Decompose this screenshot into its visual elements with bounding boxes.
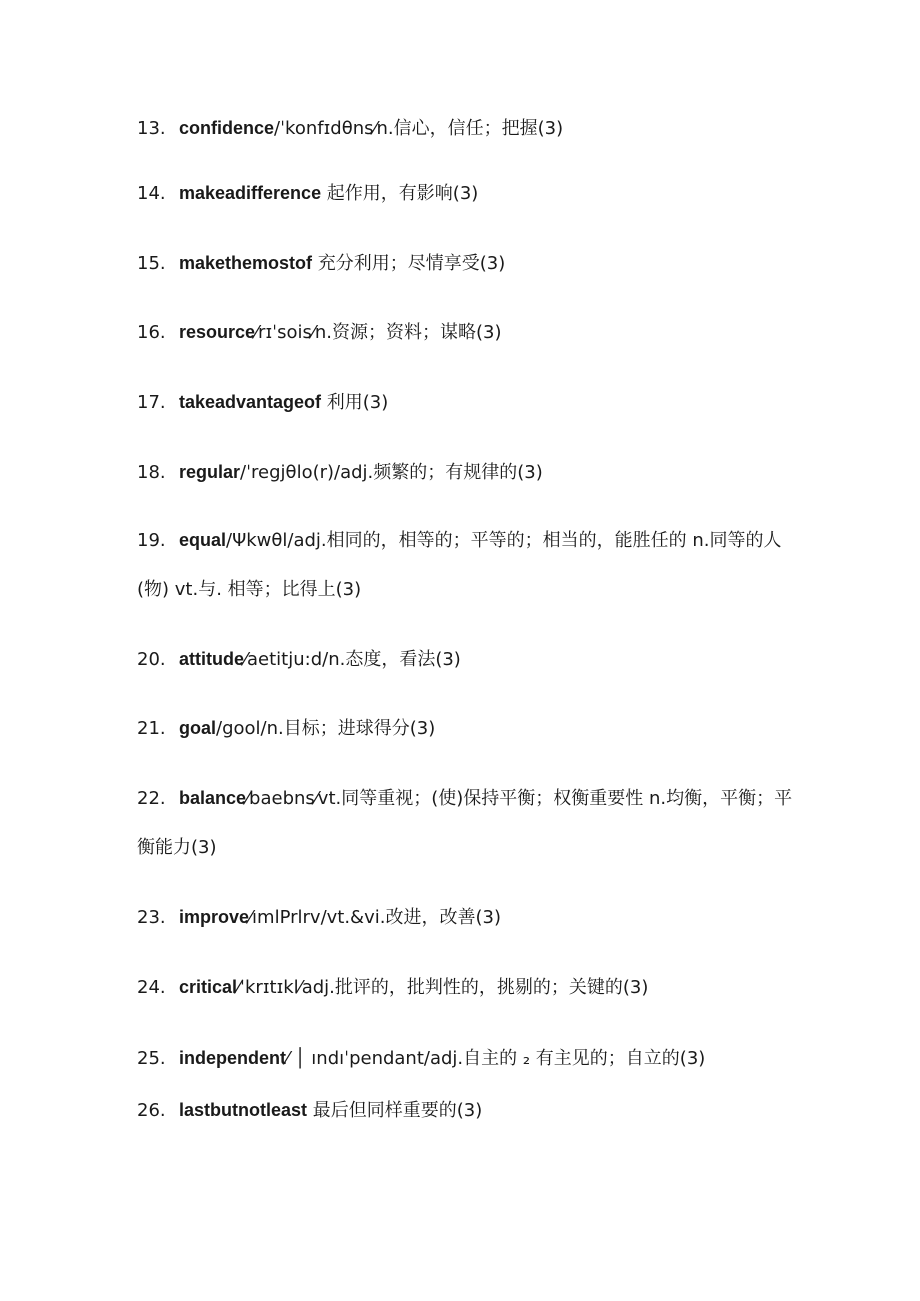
vocab-definition: /ˈkonfɪdθns⁄n.信心，信任；把握(3) [274,118,564,139]
vocab-definition: ⁄aetitju:d/n.态度，看法(3) [244,649,461,670]
list-item [137,1086,797,1135]
item-number: 14. [137,183,166,204]
item-number: 20. [137,649,166,670]
vocab-word: confidence [179,118,275,138]
vocab-word: critical [179,977,238,997]
vocab-definition: /ˈregjθlo(r)/adj.频繁的；有规律的(3) [240,462,543,483]
list-item [137,378,797,427]
list-item [137,774,797,872]
vocab-word: resource [179,322,256,342]
vocab-definition: /gool/n.目标；进球得分(3) [216,718,436,739]
vocab-word: takeadvantageof [179,392,322,412]
vocab-definition: ⁄ │ ındıˈpendant/adj.自主的 ₂ 有主见的；自立的(3) [286,1048,706,1069]
list-item [137,1034,797,1083]
item-number: 17. [137,392,166,413]
item-number: 16. [137,322,166,343]
vocab-definition: ⁄ımlPrlrv/vt.&vi.改进，改善(3) [249,907,501,928]
vocab-word: regular [179,462,241,482]
vocab-word: makethemostof [179,253,313,273]
vocab-word: independent [179,1048,286,1068]
list-item [137,169,797,218]
list-item [137,308,797,357]
item-number: 18. [137,462,166,483]
vocab-word: improve [179,907,250,927]
item-number: 22. [137,788,166,809]
list-item [137,893,797,942]
list-item [137,704,797,753]
vocab-definition: /Ψkwθl/adj.相同的，相等的；平等的；相当的，能胜任的 n.同等的人(物) vt.与. 相等；比得上(3) [137,530,782,600]
item-number: 21. [137,718,166,739]
vocab-word: goal [179,718,217,738]
vocab-word: lastbutnotleast [179,1100,308,1120]
vocab-definition: ⁄ˈkrɪtɪkl⁄adj.批评的，批判性的，挑剔的；关键的(3) [237,977,649,998]
vocab-word: equal [179,530,227,550]
vocab-word: balance [179,788,247,808]
vocab-word: makeadifference [179,183,322,203]
list-item [137,963,797,1012]
list-item [137,448,797,497]
list-item [137,635,797,684]
vocab-definition: 充分利用；尽情享受(3) [312,253,506,274]
item-number: 15. [137,253,166,274]
list-item [137,239,797,288]
vocab-definition: 最后但同样重要的(3) [307,1100,483,1121]
vocab-definition: 利用(3) [321,392,389,413]
list-item [137,516,797,614]
item-number: 24. [137,977,166,998]
item-number: 26. [137,1100,166,1121]
vocab-definition: ⁄baebns⁄vt.同等重视；(使)保持平衡；权衡重要性 n.均衡，平衡；平衡能力(3) [137,788,793,858]
item-number: 23. [137,907,166,928]
item-number: 25. [137,1048,166,1069]
list-item [137,104,797,153]
vocab-definition: 起作用，有影响(3) [321,183,479,204]
vocab-word: attitude [179,649,244,669]
item-number: 13. [137,118,166,139]
item-number: 19. [137,530,166,551]
vocab-definition: ⁄rɪˈsois⁄n.资源；资料；谋略(3) [255,322,502,343]
